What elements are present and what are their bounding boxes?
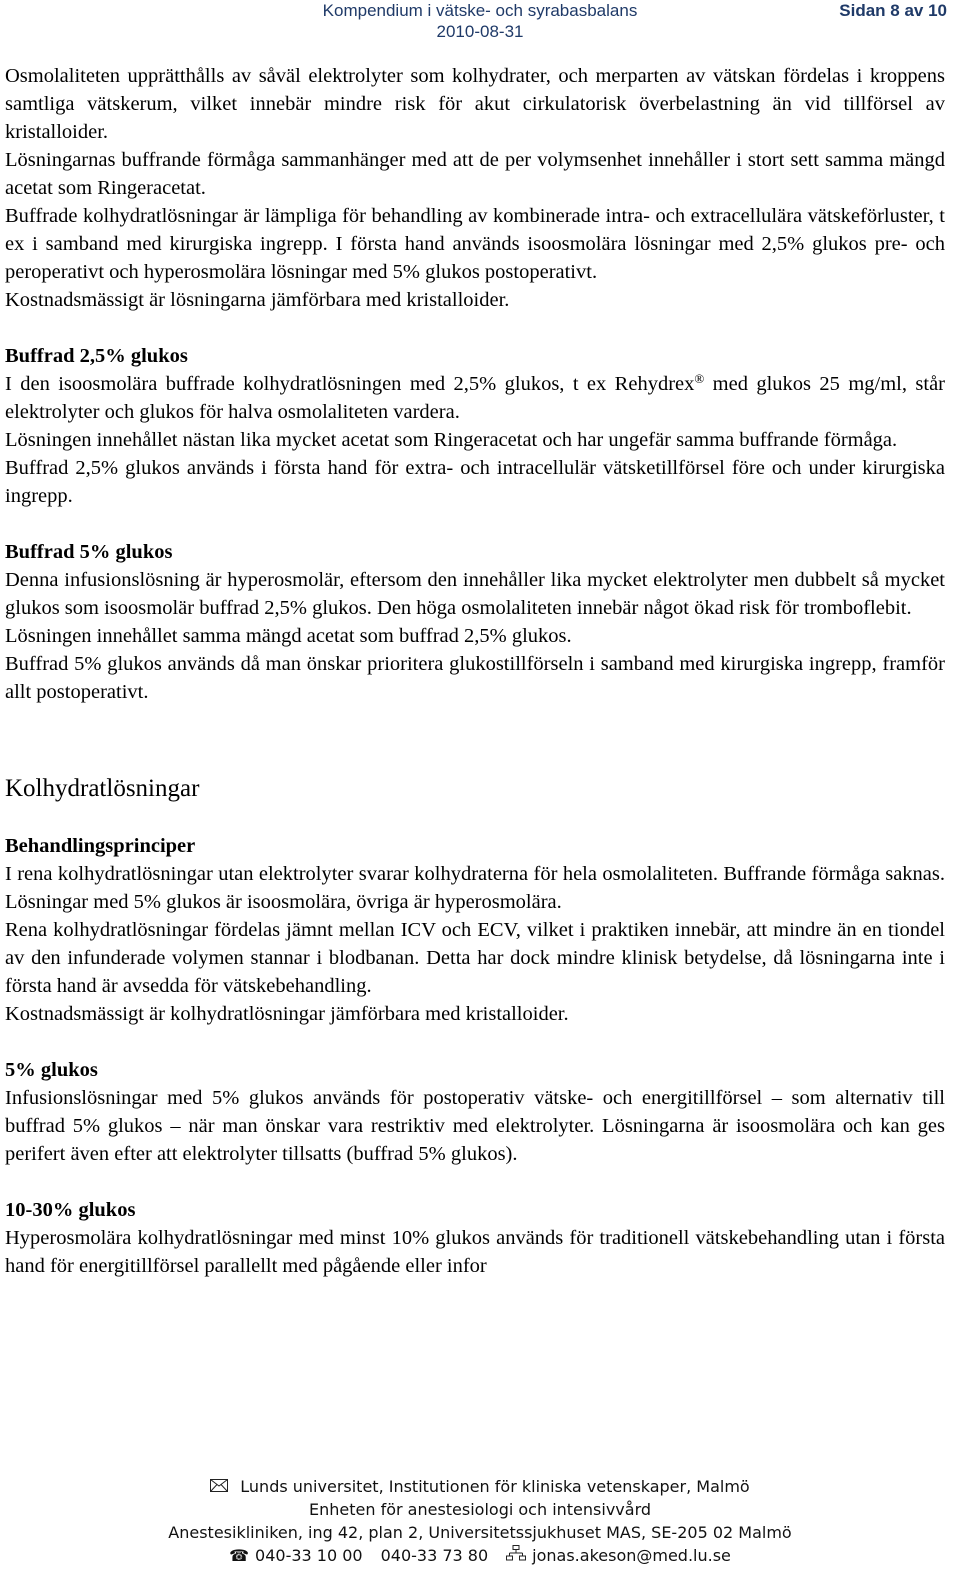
- document-date: 2010-08-31: [436, 22, 524, 41]
- page-footer: [0, 1475, 960, 1567]
- subheading-buffrad-5: Buffrad 5% glukos: [5, 541, 173, 563]
- paragraph: [5, 370, 945, 426]
- section-title: Kolhydratlösningar: [5, 775, 200, 802]
- page-header: [0, 0, 960, 46]
- paragraph: I rena kolhydratlösningar utan elektrolyter svarar kolhydraterna för hela osmolaliteten. Buffrande förmåga saknas. Lösningar med 5% glukos är isoosmolära, övriga är hyperosmolära.: [5, 863, 945, 913]
- envelope-icon: [210, 1475, 228, 1498]
- paragraph-text: I den isoosmolära buffrade kolhydratlösningen med 2,5% glukos, t ex Rehydrex: [5, 373, 695, 395]
- contact-line: [0, 1544, 960, 1567]
- email-link[interactable]: jonas.akeson@med.lu.se: [532, 1546, 731, 1565]
- paragraph: Rena kolhydratlösningar fördelas jämnt mellan ICV och ECV, vilket i praktiken innebär, att mindre än en tiondel av den infunderade volymen stannar i blodbanan. Detta har dock mindre klinisk betydelse, då lösningarna inte i första hand är avsedda för vätskebehandling.: [5, 919, 945, 997]
- institution-line: Lunds universitet, Institutionen för kliniska vetenskaper, Malmö: [240, 1477, 750, 1496]
- footer-line: [0, 1475, 960, 1498]
- paragraph: Infusionslösningar med 5% glukos används för postoperativ vätske- och energitillförsel – som alternativ till buffrad 5% glukos – när man önskar vara restriktiv med elektrolyter. Lösningarna är isoosmolära och kan ges perifert även efter att elektrolyter tillsatts (buffrad 5% glukos).: [5, 1087, 945, 1165]
- paragraph-text: med glukos 25 mg/ml, står elektrolyter och glukos för halva osmolaliteten vardera.: [5, 373, 945, 423]
- department-line: Enheten för anestesiologi och intensivvård: [308, 1500, 652, 1519]
- intro-paragraph: Osmolaliteten upprätthålls av såväl elektrolyter som kolhydrater, och merparten av vätskan fördelas i kroppens samtliga vätskerum, vilket innebär mindre risk för akut cirkulatorisk överbelastning än vid tillförsel av kristalloider.: [5, 65, 945, 143]
- intro-paragraph: Kostnadsmässigt är lösningarna jämförbara med kristalloider.: [5, 289, 510, 311]
- paragraph: Lösningen innehållet samma mängd acetat som buffrad 2,5% glukos.: [5, 625, 572, 647]
- page-number: Sidan 8 av 10: [839, 1, 947, 20]
- address-line: Anestesikliniken, ing 42, plan 2, Universitetssjukhuset MAS, SE-205 02 Malmö: [168, 1523, 792, 1542]
- intro-paragraph: Lösningarnas buffrande förmåga sammanhänger med att de per volymsenhet innehåller i stort sett samma mängd acetat som Ringeracetat.: [5, 149, 945, 199]
- document-title: Kompendium i vätske- och syrabasbalans: [322, 1, 638, 20]
- network-icon: [506, 1544, 526, 1567]
- paragraph: Kostnadsmässigt är kolhydratlösningar jämförbara med kristalloider.: [5, 1003, 569, 1025]
- paragraph: Lösningen innehållet nästan lika mycket acetat som Ringeracetat och har ungefär samma buffrande förmåga.: [5, 429, 898, 451]
- paragraph: Denna infusionslösning är hyperosmolär, eftersom den innehåller lika mycket elektrolyter men dubbelt så mycket glukos som isoosmolär buffrad 2,5% glukos. Den höga osmolaliteten innebär något ökad risk för tromboflebit.: [5, 569, 945, 619]
- registered-mark: ®: [694, 371, 705, 386]
- phone-number: 040-33 10 00: [255, 1546, 363, 1565]
- paragraph: Buffrad 5% glukos används då man önskar prioritera glukostillförseln i samband med kirurgiska ingrepp, framför allt postoperativt.: [5, 653, 945, 703]
- subheading-behandlingsprinciper: Behandlingsprinciper: [5, 835, 196, 857]
- phone-icon: ☎: [229, 1546, 250, 1565]
- subheading-10-30-glukos: 10-30% glukos: [5, 1199, 136, 1221]
- subheading-5-glukos: 5% glukos: [5, 1059, 98, 1081]
- paragraph: Buffrad 2,5% glukos används i första hand för extra- och intracellulär vätsketillförsel före och under kirurgiska ingrepp.: [5, 457, 945, 507]
- intro-paragraph: Buffrade kolhydratlösningar är lämpliga för behandling av kombinerade intra- och extracellulära vätskeförluster, t ex i samband med kirurgiska ingrepp. I första hand används isoosmolära lösningar med 2,5% glukos pre- och peroperativt och hyperosmolära lösningar med 5% glukos postoperativt.: [5, 205, 945, 283]
- paragraph: Hyperosmolära kolhydratlösningar med minst 10% glukos används för traditionell vätskebehandling utan i första hand för energitillförsel parallellt med pågående eller infor: [5, 1227, 945, 1277]
- document-body: [5, 62, 945, 1280]
- fax-number: 040-33 73 80: [380, 1546, 489, 1565]
- subheading-buffrad-25: Buffrad 2,5% glukos: [5, 345, 188, 367]
